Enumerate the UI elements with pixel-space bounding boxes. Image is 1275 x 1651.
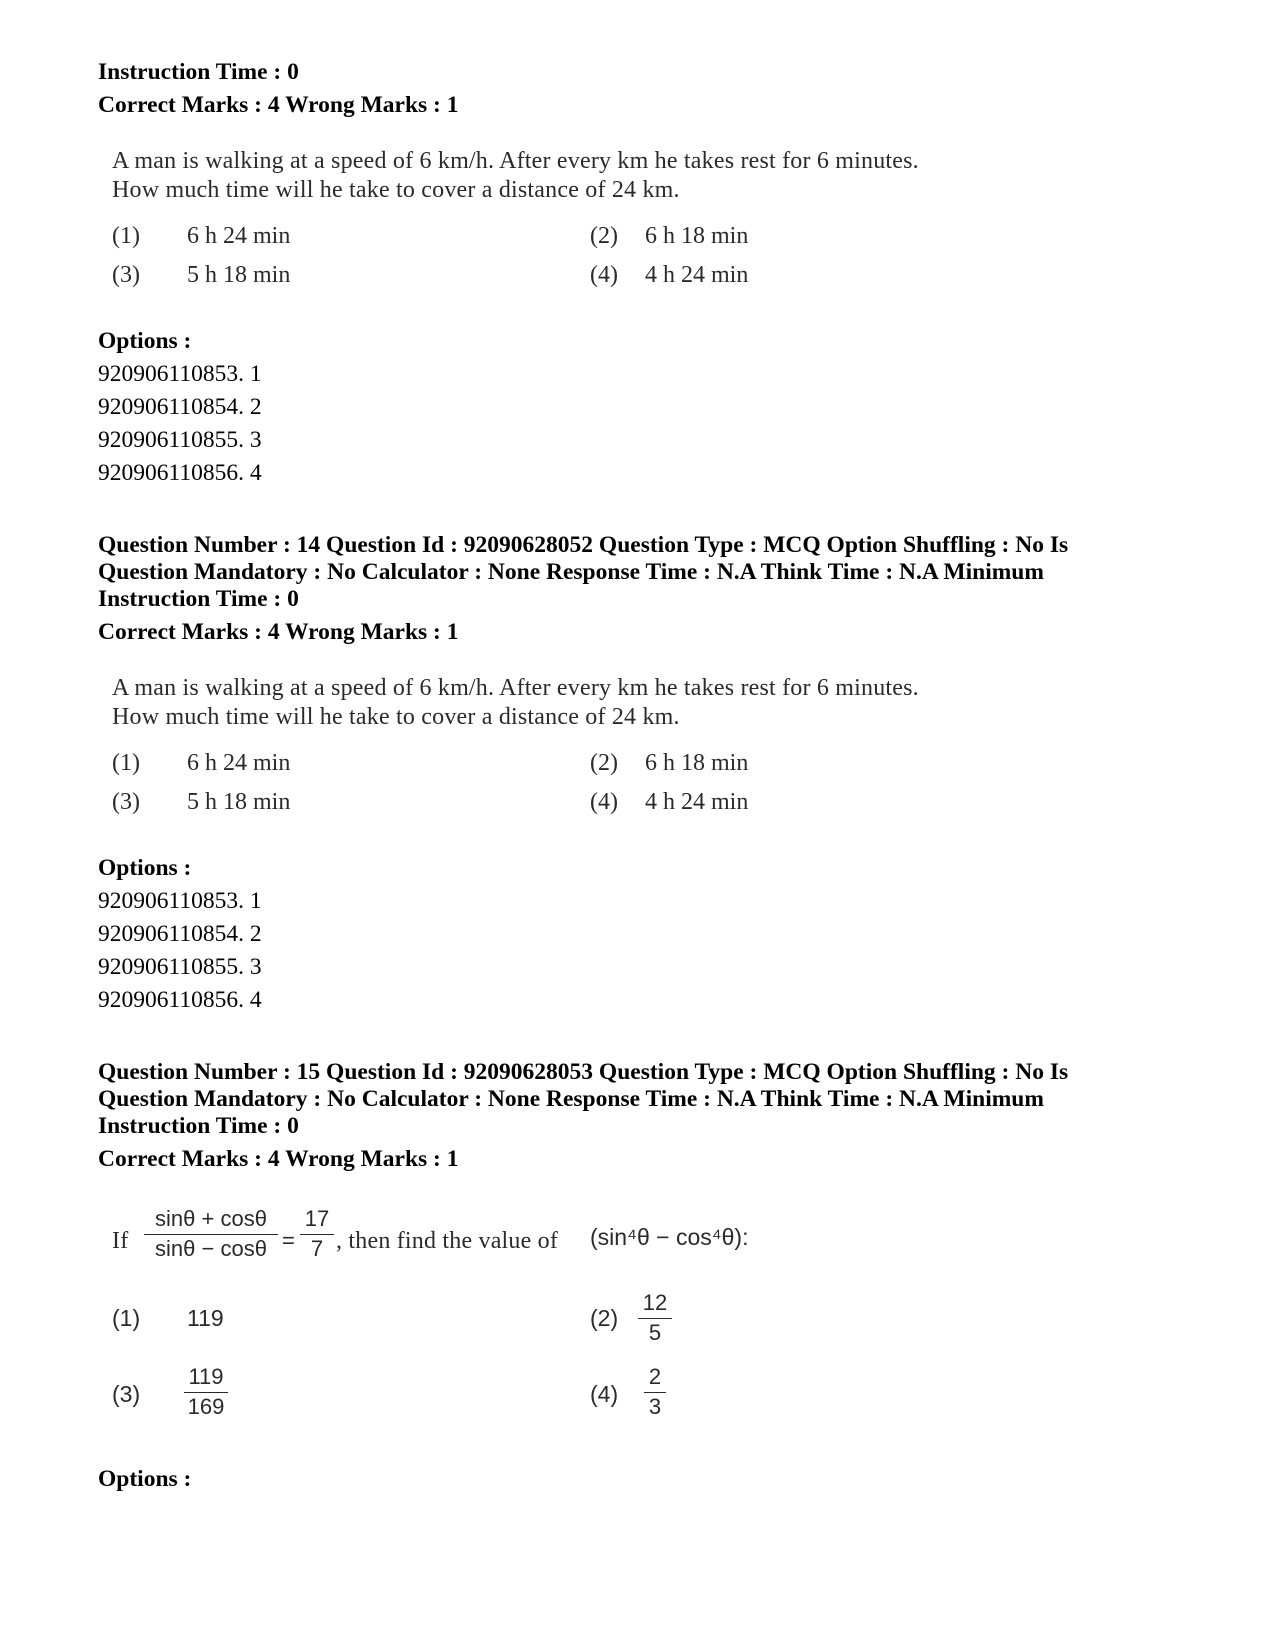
question-if: If xyxy=(112,1228,129,1254)
choice-3-number: (3) xyxy=(112,1381,141,1407)
choice-2-fraction: $\frac{12}{5}$ xyxy=(638,1290,672,1347)
question-expression: (sin⁴θ − cos⁴θ): xyxy=(590,1224,749,1250)
option-id-3: 920906110855. 3 xyxy=(98,427,262,453)
choice-1: (1) 6 h 24 min xyxy=(112,750,291,776)
choice-3: (3) 5 h 18 min xyxy=(112,789,291,815)
options-label: Options : xyxy=(98,1466,192,1492)
choice-3-fraction: $\frac{119}{169}$ xyxy=(184,1364,228,1421)
choice-2: (2) 6 h 18 min xyxy=(590,223,749,249)
rhs-fraction: $\frac{17}{7}$ xyxy=(300,1206,334,1263)
question-text-line1: A man is walking at a speed of 6 km/h. After every km he takes rest for 6 minutes. xyxy=(112,148,919,174)
question-text-line2: How much time will he take to cover a distance of 24 km. xyxy=(112,177,680,203)
question-header-line2: Question Mandatory : No Calculator : None Response Time : N.A Think Time : N.A Minimum xyxy=(98,1086,1044,1112)
choice-3: (3) 5 h 18 min xyxy=(112,262,291,288)
marks-line: Correct Marks : 4 Wrong Marks : 1 xyxy=(98,92,459,118)
option-id-1: 920906110853. 1 xyxy=(98,361,262,387)
question-text-line1: A man is walking at a speed of 6 km/h. After every km he takes rest for 6 minutes. xyxy=(112,675,919,701)
question-header-line1: Question Number : 15 Question Id : 92090628053 Question Type : MCQ Option Shuffling : No Is xyxy=(98,1059,1069,1085)
question-then-text: , then find the value of xyxy=(336,1228,559,1254)
option-id-2: 920906110854. 2 xyxy=(98,921,262,947)
option-id-2: 920906110854. 2 xyxy=(98,394,262,420)
question-header-line1: Question Number : 14 Question Id : 92090628052 Question Type : MCQ Option Shuffling : No Is xyxy=(98,532,1069,558)
options-label: Options : xyxy=(98,855,192,881)
question-header-line2: Question Mandatory : No Calculator : None Response Time : N.A Think Time : N.A Minimum xyxy=(98,559,1044,585)
choice-4-number: (4) xyxy=(590,1381,619,1407)
options-label: Options : xyxy=(98,328,192,354)
instruction-time: Instruction Time : 0 xyxy=(98,586,299,612)
option-id-3: 920906110855. 3 xyxy=(98,954,262,980)
choice-1: (1) 6 h 24 min xyxy=(112,223,291,249)
option-id-4: 920906110856. 4 xyxy=(98,460,262,486)
choice-1: (1) 119 xyxy=(112,1305,224,1331)
instruction-time: Instruction Time : 0 xyxy=(98,1113,299,1139)
option-id-4: 920906110856. 4 xyxy=(98,987,262,1013)
choice-4: (4) 4 h 24 min xyxy=(590,262,749,288)
option-id-1: 920906110853. 1 xyxy=(98,888,262,914)
choice-2-number: (2) xyxy=(590,1305,619,1331)
instruction-time: Instruction Time : 0 xyxy=(98,59,299,85)
choice-4-fraction: $\frac{2}{3}$ xyxy=(644,1364,666,1421)
choice-2: (2) 6 h 18 min xyxy=(590,750,749,776)
question-text-line2: How much time will he take to cover a distance of 24 km. xyxy=(112,704,680,730)
marks-line: Correct Marks : 4 Wrong Marks : 1 xyxy=(98,1146,459,1172)
marks-line: Correct Marks : 4 Wrong Marks : 1 xyxy=(98,619,459,645)
equals-sign: = xyxy=(282,1228,295,1253)
lhs-fraction: $\frac{\sin\theta + \cos\theta}{\sin\theta - \cos\theta}$ xyxy=(144,1206,278,1263)
choice-4: (4) 4 h 24 min xyxy=(590,789,749,815)
